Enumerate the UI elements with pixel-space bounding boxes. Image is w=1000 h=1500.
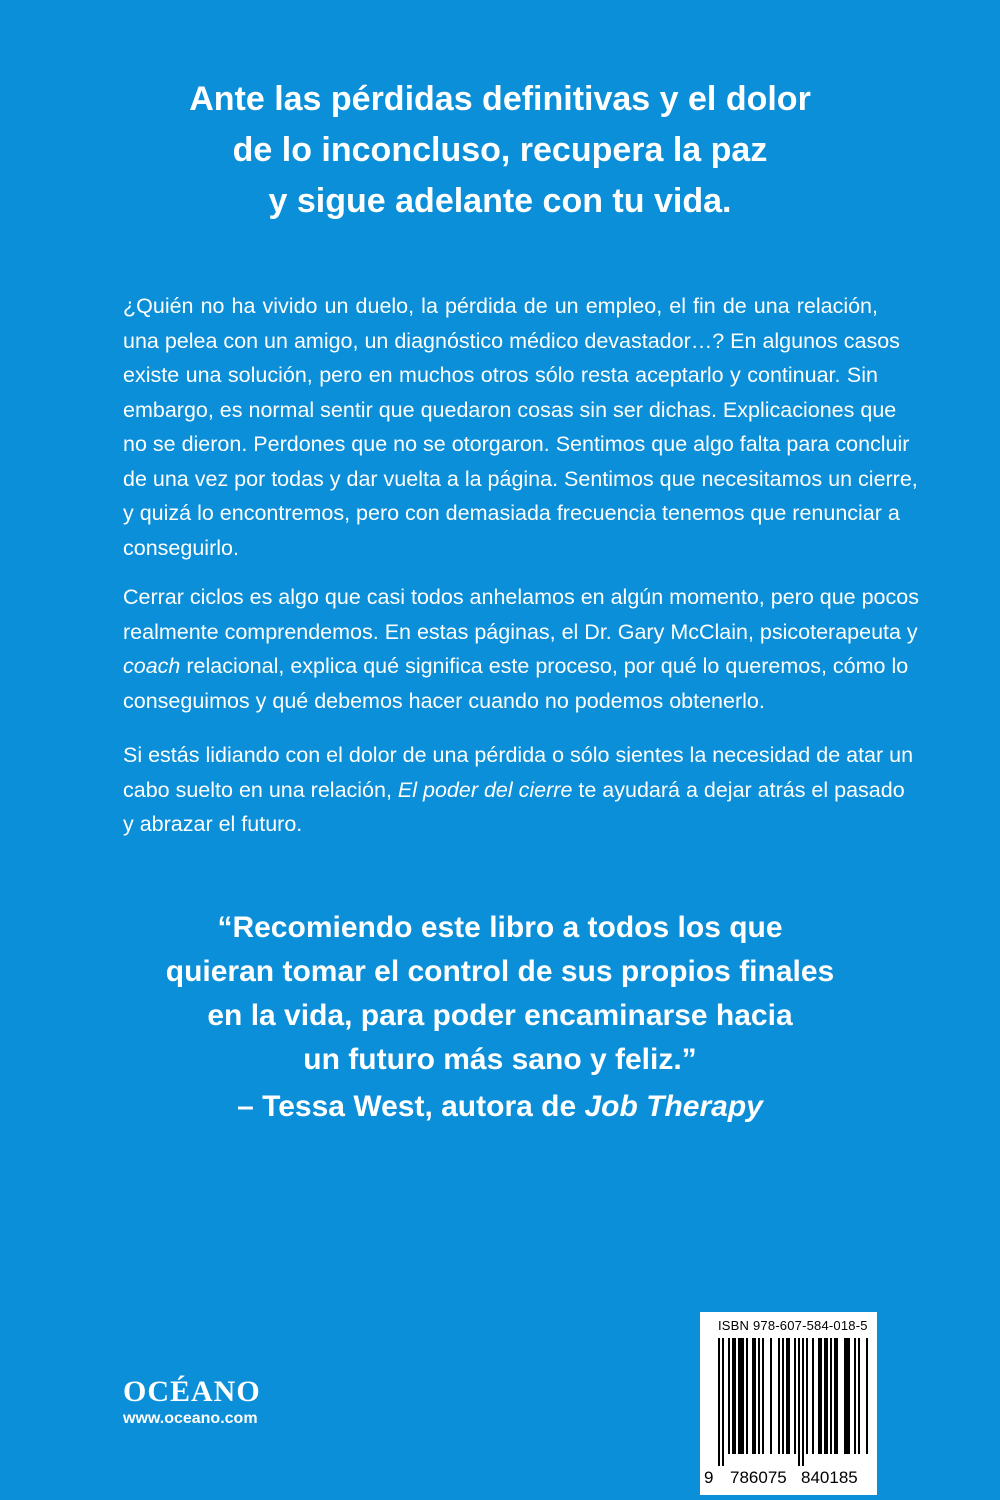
barcode-bar <box>732 1338 736 1454</box>
quote-line: “Recomiendo este libro a todos los que <box>217 911 783 944</box>
barcode-bar <box>762 1338 764 1454</box>
barcode-bar <box>830 1338 832 1454</box>
paragraph-text: cabo suelto en una relación, <box>123 777 398 802</box>
description-paragraph-1 <box>123 289 918 565</box>
quote-line: quieran tomar el control de sus propios finales <box>165 955 835 988</box>
barcode-bar <box>752 1338 756 1454</box>
italic-term: coach <box>123 654 181 678</box>
paragraph-line: embargo, es normal sentir que quedaron cosas sin ser dichas. Explicaciones que <box>123 397 897 422</box>
paragraph-line <box>123 649 909 684</box>
barcode-bar <box>794 1338 796 1454</box>
paragraph-line: existe una solución, pero en muchos otros sólo resta aceptarlo y continuar. Sin <box>123 363 878 387</box>
paragraph-line: conseguimos y qué debemos hacer cuando no podemos obtenerlo. <box>123 688 765 713</box>
paragraph-line: Cerrar ciclos es algo que casi todos anhelamos en algún momento, pero que pocos <box>123 585 919 609</box>
barcode-bar <box>806 1338 808 1454</box>
barcode-bar <box>770 1338 772 1454</box>
barcode-bar <box>844 1338 850 1454</box>
barcode-bar <box>778 1338 780 1454</box>
paragraph-line: conseguirlo. <box>123 535 239 560</box>
barcode-bar <box>738 1338 744 1454</box>
barcode-digit-group-2: 840185 <box>801 1468 858 1487</box>
paragraph-line: Si estás lidiando con el dolor de una pérdida o sólo sientes la necesidad de atar un <box>123 743 914 767</box>
paragraph-text: relacional, explica qué significa este proceso, por qué lo queremos, cómo lo <box>180 654 909 678</box>
tagline-line: de lo inconcluso, recupera la paz <box>232 131 768 169</box>
barcode-box <box>700 1312 877 1495</box>
description-paragraph-3 <box>123 738 914 842</box>
quote-line: un futuro más sano y feliz.” <box>303 1043 697 1076</box>
barcode-bar <box>798 1338 800 1466</box>
barcode-bar <box>866 1338 868 1454</box>
barcode-bar <box>758 1338 760 1454</box>
barcode-bar <box>802 1338 804 1466</box>
tagline <box>150 74 850 227</box>
barcode-bar <box>854 1338 856 1454</box>
barcode-bar <box>786 1338 790 1454</box>
barcode-bar <box>728 1338 730 1454</box>
barcode-digit-group-1: 786075 <box>730 1468 787 1487</box>
endorsement-quote <box>150 906 850 1082</box>
barcode-bar <box>782 1338 784 1454</box>
publisher-logo: OCÉANO <box>123 1375 261 1408</box>
barcode-bar <box>824 1338 828 1454</box>
paragraph-line: y abrazar el futuro. <box>123 812 303 836</box>
paragraph-text: te ayudará a dejar atrás el pasado <box>572 777 905 802</box>
tagline-line: Ante las pérdidas definitivas y el dolor <box>189 80 811 118</box>
barcode-bar <box>722 1338 724 1466</box>
paragraph-line: una pelea con un amigo, un diagnóstico médico devastador…? En algunos casos <box>123 328 900 353</box>
paragraph-line: no se dieron. Perdones que no se otorgaron. Sentimos que algo falta para concluir <box>123 432 910 456</box>
paragraph-line: de una vez por todas y dar vuelta a la página. Sentimos que necesitamos un cierre, <box>123 466 918 491</box>
quote-line: en la vida, para poder encaminarse hacia <box>207 999 793 1032</box>
barcode-bar <box>818 1338 822 1454</box>
barcode-graphic <box>706 1338 872 1472</box>
paragraph-line: ¿Quién no ha vivido un duelo, la pérdida de un empleo, el fin de una relación, <box>123 294 878 318</box>
paragraph-line <box>123 773 905 808</box>
barcode-digit-first: 9 <box>704 1468 714 1487</box>
quote-attribution <box>150 1090 850 1124</box>
barcode-bar <box>718 1338 720 1466</box>
barcode-bar <box>812 1338 814 1454</box>
attribution-book: Job Therapy <box>584 1090 763 1123</box>
attribution-author: – Tessa West, autora de <box>237 1090 585 1123</box>
barcode-bar <box>746 1338 748 1454</box>
isbn-label: ISBN 978-607-584-018-5 <box>718 1318 868 1333</box>
tagline-line: y sigue adelante con tu vida. <box>268 182 732 220</box>
barcode-bar <box>834 1338 838 1454</box>
barcode-bar <box>858 1338 860 1454</box>
description-paragraph-2 <box>123 580 919 718</box>
paragraph-line: y quizá lo encontremos, pero con demasiada frecuencia tenemos que renunciar a <box>123 501 900 525</box>
publisher-website: www.oceano.com <box>123 1410 258 1427</box>
paragraph-line: realmente comprendemos. En estas páginas, el Dr. Gary McClain, psicoterapeuta y <box>123 619 918 644</box>
book-title: El poder del cierre <box>397 777 573 802</box>
